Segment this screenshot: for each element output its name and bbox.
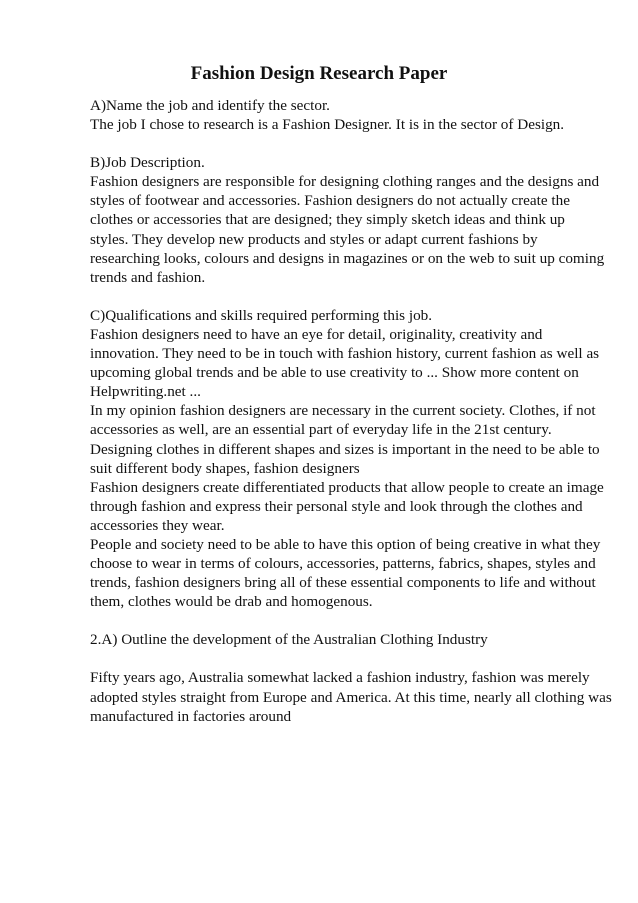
paragraph-gap bbox=[90, 134, 610, 153]
text-line: In my opinion fashion designers are necessary in the current society. Clothes, if not bbox=[90, 402, 596, 420]
text-line: C)Qualifications and skills required performing this job. bbox=[90, 306, 433, 324]
text-line: Designing clothes in different shapes and sizes is important in the need to be able to bbox=[90, 440, 600, 458]
text-line: Fifty years ago, Australia somewhat lacked a fashion industry, fashion was merely bbox=[90, 669, 590, 687]
text-line: researching looks, colours and designs in magazines or on the web to suit up coming bbox=[90, 249, 605, 267]
paragraph bbox=[90, 153, 610, 287]
text-line: People and society need to be able to have this option of being creative in what they bbox=[90, 535, 601, 553]
text-line: suit different body shapes, fashion designers bbox=[90, 459, 360, 477]
text-line: trends and fashion. bbox=[90, 268, 206, 286]
text-line: Fashion designers create differentiated products that allow people to create an image bbox=[90, 478, 604, 496]
paragraph-gap bbox=[90, 611, 610, 630]
text-line: Fashion designers need to have an eye for detail, originality, creativity and bbox=[90, 325, 543, 343]
paragraph bbox=[90, 96, 610, 134]
paragraph bbox=[90, 306, 610, 612]
text-line: accessories as well, are an essential part of everyday life in the 21st century. bbox=[90, 421, 552, 439]
paragraph bbox=[90, 668, 610, 725]
document-body bbox=[90, 96, 610, 726]
text-line: Fashion designers are responsible for designing clothing ranges and the designs and bbox=[90, 173, 600, 191]
text-line: clothes or accessories that are designed; they simply sketch ideas and think up bbox=[90, 211, 565, 229]
text-line: innovation. They need to be in touch with fashion history, current fashion as well as bbox=[90, 345, 600, 363]
text-line: trends, fashion designers bring all of these essential components to life and without bbox=[90, 574, 596, 592]
text-line: styles of footwear and accessories. Fashion designers do not actually create the bbox=[90, 192, 570, 210]
text-line: styles. They develop new products and styles or adapt current fashions by bbox=[90, 230, 538, 248]
paragraph-gap bbox=[90, 287, 610, 306]
text-line: The job I chose to research is a Fashion Designer. It is in the sector of Design. bbox=[90, 116, 565, 134]
text-line: A)Name the job and identify the sector. bbox=[90, 97, 330, 114]
text-line: through fashion and express their personal style and look through the clothes and bbox=[90, 497, 583, 515]
document-title: Fashion Design Research Paper bbox=[190, 63, 448, 84]
text-line: accessories they wear. bbox=[90, 516, 225, 534]
text-line: B)Job Description. bbox=[90, 154, 205, 172]
paragraph-gap bbox=[90, 649, 610, 668]
paragraph bbox=[90, 630, 610, 649]
text-line: 2.A) Outline the development of the Australian Clothing Industry bbox=[90, 631, 488, 649]
text-line: Helpwriting.net ... bbox=[90, 383, 201, 401]
text-line: choose to wear in terms of colours, accessories, patterns, fabrics, shapes, styles and bbox=[90, 555, 596, 573]
text-line: adopted styles straight from Europe and America. At this time, nearly all clothing was bbox=[90, 688, 612, 706]
text-line: manufactured in factories around bbox=[90, 707, 292, 725]
text-line: upcoming global trends and be able to use creativity to ... Show more content on bbox=[90, 364, 579, 382]
text-line: them, clothes would be drab and homogenous. bbox=[90, 593, 373, 611]
